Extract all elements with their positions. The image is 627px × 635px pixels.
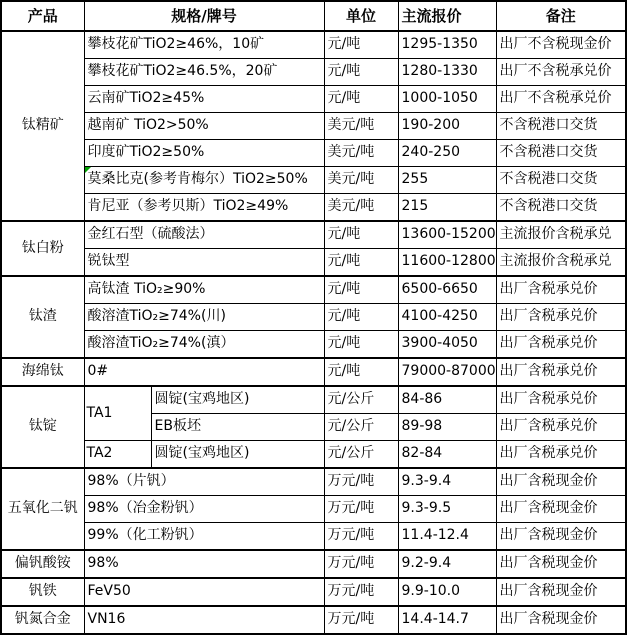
grade-cell: TA2 (84, 441, 151, 469)
table-row (1, 441, 626, 469)
spec-cell: 99%（化工粉钒） (84, 523, 324, 551)
note-cell: 出厂含税承兑价 (496, 331, 626, 359)
unit-cell: 万元/吨 (324, 468, 398, 496)
price-cell: 255 (398, 167, 496, 194)
spec-cell (84, 167, 324, 194)
unit-cell: 元/吨 (324, 276, 398, 304)
price-cell: 9.3-9.4 (398, 468, 496, 496)
price-cell: 3900-4050 (398, 331, 496, 359)
table-row (1, 606, 626, 634)
price-cell: 9.9-10.0 (398, 578, 496, 606)
table-row (1, 113, 626, 140)
note-cell: 主流报价含税承兑 (496, 221, 626, 249)
price-cell: 79000-87000 (398, 358, 496, 386)
spec-cell: 酸溶渣TiO₂≥74%(川) (84, 304, 324, 331)
table-row (1, 276, 626, 304)
spec-cell: 圆锭(宝鸡地区) (151, 441, 324, 469)
table-row (1, 578, 626, 606)
table-row (1, 249, 626, 277)
unit-cell: 元/吨 (324, 304, 398, 331)
spec-cell: 云南矿TiO2≥45% (84, 86, 324, 113)
unit-cell: 万元/吨 (324, 496, 398, 523)
price-cell: 240-250 (398, 140, 496, 167)
note-cell: 出厂含税现金价 (496, 496, 626, 523)
unit-cell: 元/吨 (324, 331, 398, 359)
note-cell: 出厂含税现金价 (496, 578, 626, 606)
unit-cell: 元/吨 (324, 249, 398, 277)
note-cell: 出厂含税承兑价 (496, 386, 626, 414)
table-row (1, 386, 626, 414)
spec-cell: EB板坯 (151, 414, 324, 441)
note-cell: 不含税港口交货 (496, 140, 626, 167)
price-cell: 14.4-14.7 (398, 606, 496, 634)
spec-cell: 0# (84, 358, 324, 386)
unit-cell: 万元/吨 (324, 606, 398, 634)
product-cell: 钛渣 (1, 276, 84, 358)
comment-indicator-icon (85, 167, 91, 173)
note-cell: 出厂含税现金价 (496, 523, 626, 551)
unit-cell: 元/吨 (324, 59, 398, 86)
unit-cell: 元/吨 (324, 86, 398, 113)
grade-cell: TA1 (84, 386, 151, 441)
price-cell: 4100-4250 (398, 304, 496, 331)
spec-cell: 越南矿 TiO2>50% (84, 113, 324, 140)
note-cell: 出厂含税承兑价 (496, 414, 626, 441)
unit-cell: 元/公斤 (324, 441, 398, 469)
spec-cell: 攀枝花矿TiO2≥46%，10矿 (84, 31, 324, 59)
table-row (1, 31, 626, 59)
unit-cell: 万元/吨 (324, 523, 398, 551)
product-cell: 五氧化二钒 (1, 468, 84, 550)
table-row (1, 304, 626, 331)
header-note: 备注 (496, 1, 626, 31)
price-cell: 11600-12800 (398, 249, 496, 277)
price-cell: 6500-6650 (398, 276, 496, 304)
note-cell: 出厂含税现金价 (496, 606, 626, 634)
price-cell: 190-200 (398, 113, 496, 140)
unit-cell: 美元/吨 (324, 167, 398, 194)
spec-cell: 印度矿TiO2≥50% (84, 140, 324, 167)
note-cell: 出厂含税承兑价 (496, 441, 626, 469)
price-cell: 9.2-9.4 (398, 550, 496, 578)
spec-cell: 圆锭(宝鸡地区) (151, 386, 324, 414)
product-cell: 钒氮合金 (1, 606, 84, 634)
header-product: 产品 (1, 1, 84, 31)
unit-cell: 万元/吨 (324, 550, 398, 578)
unit-cell: 美元/吨 (324, 194, 398, 222)
header-spec: 规格/牌号 (84, 1, 324, 31)
unit-cell: 美元/吨 (324, 113, 398, 140)
price-cell: 1000-1050 (398, 86, 496, 113)
table-row (1, 331, 626, 359)
unit-cell: 美元/吨 (324, 140, 398, 167)
table-row (1, 358, 626, 386)
price-cell: 1280-1330 (398, 59, 496, 86)
product-cell: 偏钒酸铵 (1, 550, 84, 578)
price-cell: 84-86 (398, 386, 496, 414)
product-cell: 钒铁 (1, 578, 84, 606)
spec-cell: 98%（冶金粉钒） (84, 496, 324, 523)
spec-text: 莫桑比克(参考肯梅尔）TiO2≥50% (87, 171, 308, 188)
table-row (1, 523, 626, 551)
price-cell: 9.3-9.5 (398, 496, 496, 523)
spec-cell: FeV50 (84, 578, 324, 606)
spec-cell: 高钛渣 TiO₂≥90% (84, 276, 324, 304)
unit-cell: 元/吨 (324, 31, 398, 59)
table-row (1, 86, 626, 113)
table-row (1, 468, 626, 496)
note-cell: 不含税港口交货 (496, 194, 626, 222)
table-row (1, 550, 626, 578)
note-cell: 出厂含税现金价 (496, 468, 626, 496)
note-cell: 出厂不含税现金价 (496, 31, 626, 59)
product-cell: 钛精矿 (1, 31, 84, 221)
spec-cell: 98%（片钒） (84, 468, 324, 496)
table-row (1, 59, 626, 86)
spec-cell: 酸溶渣TiO₂≥74%(滇） (84, 331, 324, 359)
spec-cell: 98% (84, 550, 324, 578)
spec-cell: 锐钛型 (84, 249, 324, 277)
unit-cell: 元/公斤 (324, 386, 398, 414)
note-cell: 出厂不含税承兑价 (496, 86, 626, 113)
unit-cell: 元/吨 (324, 221, 398, 249)
unit-cell: 万元/吨 (324, 578, 398, 606)
note-cell: 出厂含税承兑价 (496, 276, 626, 304)
note-cell: 不含税港口交货 (496, 113, 626, 140)
note-cell: 出厂含税承兑价 (496, 304, 626, 331)
table-row (1, 140, 626, 167)
price-cell: 13600-15200 (398, 221, 496, 249)
header-row (1, 1, 626, 31)
unit-cell: 元/吨 (324, 358, 398, 386)
note-cell: 不含税港口交货 (496, 167, 626, 194)
table-row (1, 167, 626, 194)
product-cell: 钛白粉 (1, 221, 84, 276)
note-cell: 出厂不含税承兑价 (496, 59, 626, 86)
header-unit: 单位 (324, 1, 398, 31)
table-row (1, 496, 626, 523)
product-cell: 海绵钛 (1, 358, 84, 386)
note-cell: 主流报价含税承兑 (496, 249, 626, 277)
price-cell: 82-84 (398, 441, 496, 469)
price-cell: 215 (398, 194, 496, 222)
price-cell: 1295-1350 (398, 31, 496, 59)
header-price: 主流报价 (398, 1, 496, 31)
spec-cell: VN16 (84, 606, 324, 634)
unit-cell: 元/公斤 (324, 414, 398, 441)
product-cell: 钛锭 (1, 386, 84, 468)
price-cell: 89-98 (398, 414, 496, 441)
note-cell: 出厂含税承兑价 (496, 358, 626, 386)
spec-cell: 肯尼亚（参考贝斯）TiO2≥49% (84, 194, 324, 222)
table-row (1, 221, 626, 249)
table-row (1, 194, 626, 222)
note-cell: 出厂含税现金价 (496, 550, 626, 578)
spec-cell: 攀枝花矿TiO2≥46.5%，20矿 (84, 59, 324, 86)
spec-cell: 金红石型（硫酸法） (84, 221, 324, 249)
price-cell: 11.4-12.4 (398, 523, 496, 551)
